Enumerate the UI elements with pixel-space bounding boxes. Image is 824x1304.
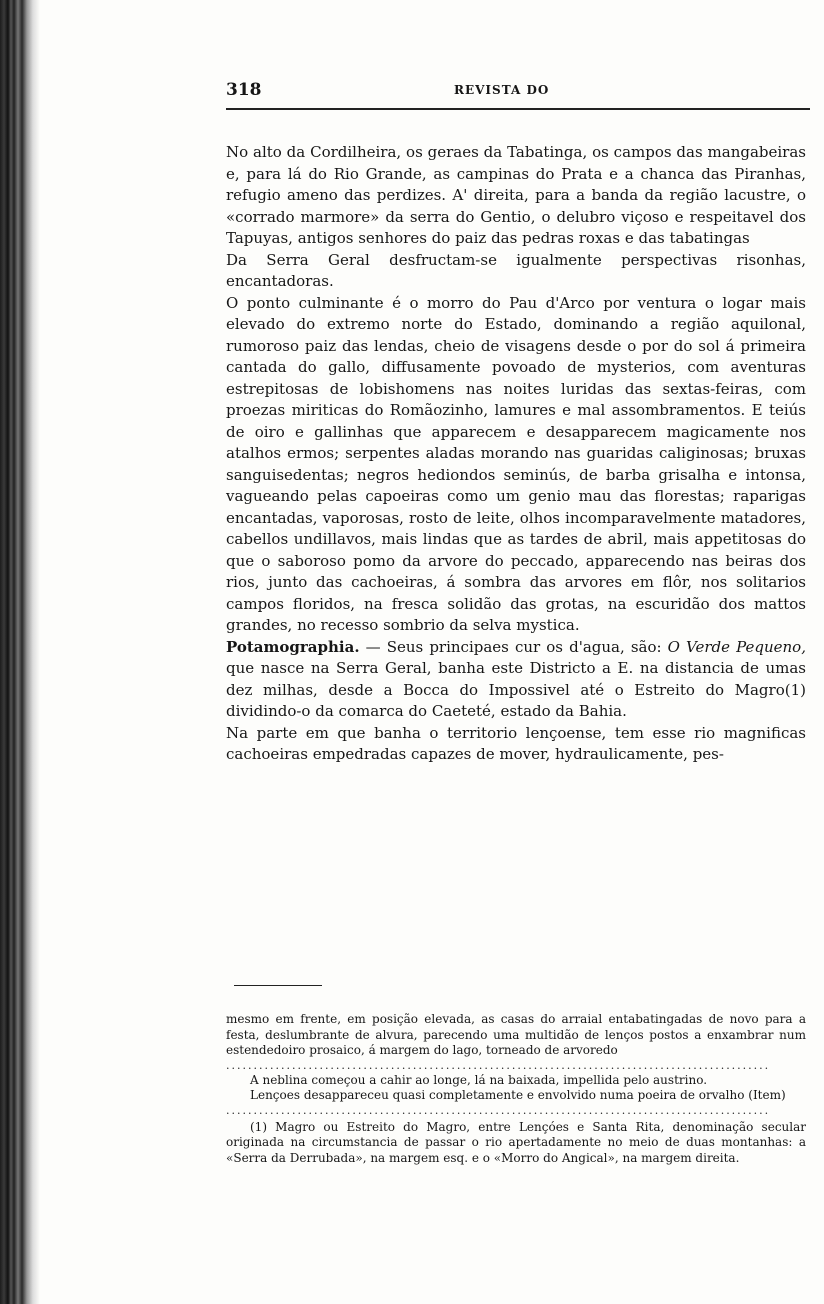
potamographia-text-a: Seus principaes cur os d'agua, são:	[386, 637, 668, 656]
paragraph-cachoeiras: Na parte em que banha o territorio lençoense, tem esse rio magnificas cachoeiras empedradas capazes de mover, hydraulicamente, pes-	[226, 723, 806, 763]
header-rule	[226, 108, 810, 110]
footnote-rule	[234, 985, 322, 986]
footnote-lencoes: Lençoes desappareceu quasi completamente e envolvido numa poeira de orvalho (Item)	[250, 1088, 786, 1102]
heading-dash: —	[359, 637, 387, 656]
river-name: O Verde Pequeno,	[667, 637, 806, 656]
running-head	[226, 70, 806, 104]
footnote-arraial: mesmo em frente, em posição elevada, as casas do arraial entabatingadas de novo para a festa, deslumbrante de alvura, parecendo uma multidão de lenços postos a enxambrar num estendedoiro prosaico, á margem do lago, torneado de arvoredo	[226, 1012, 806, 1057]
footnote-magro: (1) Magro ou Estreito do Magro, entre Lençóes e Santa Rita, denominação secular originada na circumstancia de passar o rio apertadamente no meio de duas montanhas: a «Serra da Derrubada», na margem esq. e o «Morro do Angical», na margem direita.	[226, 1119, 806, 1165]
dotted-separator: ...................................................................................................	[226, 1103, 771, 1117]
potamographia-text-b: que nasce na Serra Geral, banha este Districto a E. na distancia de umas dez milhas, desde a Bocca do Impossivel até o Estreito do Magro(1) dividindo-o da comarca do Caeteté, estado da Bahia.	[226, 659, 806, 720]
dotted-separator: ...................................................................................................	[226, 1058, 771, 1072]
main-text	[226, 142, 806, 766]
page-number: 318	[226, 80, 262, 100]
footnote-neblina: A neblina começou a cahir ao longe, lá na baixada, impellida pelo austrino.	[250, 1072, 708, 1087]
paragraph-potamographia	[226, 637, 806, 723]
paragraph-cordilheira: No alto da Cordilheira, os geraes da Tabatinga, os campos das mangabeiras e, para lá do Rio Grande, as campinas do Prata e a chanca das Piranhas, refugio ameno das perdizes. A' direita, para a banda da região lacustre, o «corrado marmore» da serra do Gentio, o delubro viçoso e respeitavel dos Tapuyas, antigos senhores do paiz das pedras roxas e das tabatingas	[226, 143, 806, 247]
paragraph-pau-darco: O ponto culminante é o morro do Pau d'Arco por ventura o logar mais elevado do extremo norte do Estado, dominando a região aquilonal, rumoroso paiz das lendas, cheio de visagens desde o por do sol á primeira cantada do gallo, diffusamente povoado de mysterios, com aventuras estrepitosas de lobishomens nas noites luridas das sextas-feiras, com proezas miriticas do Romãozinho, lamures e mal assombramentos. E teiús de oiro e gallinhas que apparecem e desapparecem magicamente nos atalhos ermos; serpentes aladas morando nas guaridas caliginosas; bruxas sanguisedentas; negros hediondos seminús, de barba grisalha e intonsa, vagueando pelas capoeiras como um genio mau das florestas; raparigas encantadas, vaporosas, rosto de leite, olhos incomparavelmente matadores, cabellos undillavos, mais lindas que as tardes de abril, mais appetitosas do que o saboroso pomo da arvore do peccado, apparecendo nas beiras dos rios, junto das cachoeiras, á sombra das arvores em flôr, nos solitarios campos floridos, na fresca solidão das grotas, na escuridão dos mattos grandes, no recesso sombrio da selva mystica.	[226, 293, 806, 634]
section-heading: Potamographia.	[226, 637, 360, 656]
footnotes	[226, 1012, 806, 1166]
paragraph-serra-geral: Da Serra Geral desfructam-se igualmente perspectivas risonhas, encantadoras.	[226, 250, 806, 290]
running-title: REVISTA DO	[454, 83, 550, 97]
book-page	[226, 70, 806, 1165]
book-spine-shadow	[0, 0, 40, 1304]
